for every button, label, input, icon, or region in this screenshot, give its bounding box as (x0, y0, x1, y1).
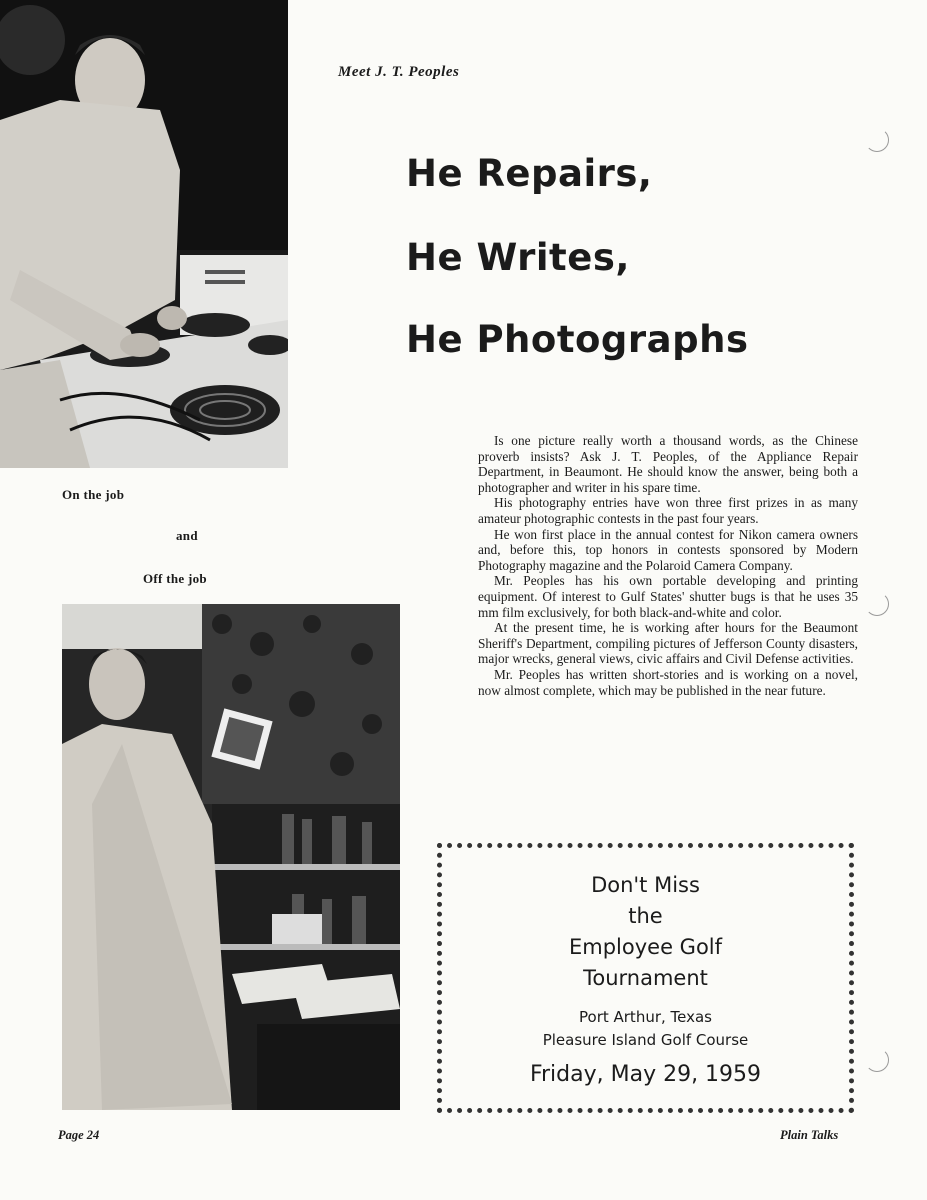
announcement-line: Tournament (583, 966, 708, 990)
announcement-line: Don't Miss (591, 873, 700, 897)
photo-on-the-job (0, 0, 288, 468)
kicker: Meet J. T. Peoples (338, 64, 460, 80)
golf-tournament-announcement (437, 843, 854, 1113)
article-paragraph: His photography entries have won three first prizes in as many amateur photographic contests in the past four years. (478, 495, 858, 526)
punch-hole-mark (865, 128, 889, 152)
article-body (478, 433, 858, 698)
headline-line-2: He Writes, (406, 236, 630, 279)
announcement-line: Employee Golf (568, 935, 723, 959)
headline-line-1: He Repairs, (406, 152, 653, 195)
punch-hole-mark (865, 592, 889, 616)
headline-line-3: He Photographs (406, 318, 749, 361)
announcement-venue: Pleasure Island Golf Course (542, 1031, 749, 1049)
article-paragraph: At the present time, he is working after hours for the Beaumont Sheriff's Department, compiling pictures of Jefferson County disasters, major wrecks, general views, civic affairs and Civil Defense activities. (478, 620, 858, 667)
caption-off-the-job: Off the job (143, 571, 207, 586)
article-paragraph: He won first place in the annual contest for Nikon camera owners and, before this, top honors in contests sponsored by Modern Photography magazine and the Polaroid Camera Company. (478, 526, 858, 573)
article-paragraph: Mr. Peoples has written short-stories and is working on a novel, now almost complete, which may be published in the near future. (478, 666, 858, 698)
article-paragraph: Is one picture really worth a thousand words, as the Chinese proverb insists? Ask J. T. Peoples, of the Appliance Repair Department, in Beaumont. He should know the answer, being both a photographer and writer in his spare time. (478, 433, 858, 495)
magazine-name: Plain Talks (780, 1128, 839, 1142)
announcement-line: the (628, 904, 663, 928)
punch-hole-mark (865, 1048, 889, 1072)
photo-off-the-job (62, 604, 400, 1110)
caption-on-the-job: On the job (62, 487, 125, 502)
announcement-date: Friday, May 29, 1959 (529, 1062, 762, 1087)
page-number: Page 24 (58, 1128, 100, 1142)
article-paragraph: Mr. Peoples has his own portable developing and printing equipment. Of interest to Gulf States' shutter bugs is that he uses 35 mm film exclusively, for both black-and-white and color. (478, 573, 858, 620)
caption-and: and (176, 528, 198, 543)
announcement-city: Port Arthur, Texas (579, 1008, 712, 1026)
